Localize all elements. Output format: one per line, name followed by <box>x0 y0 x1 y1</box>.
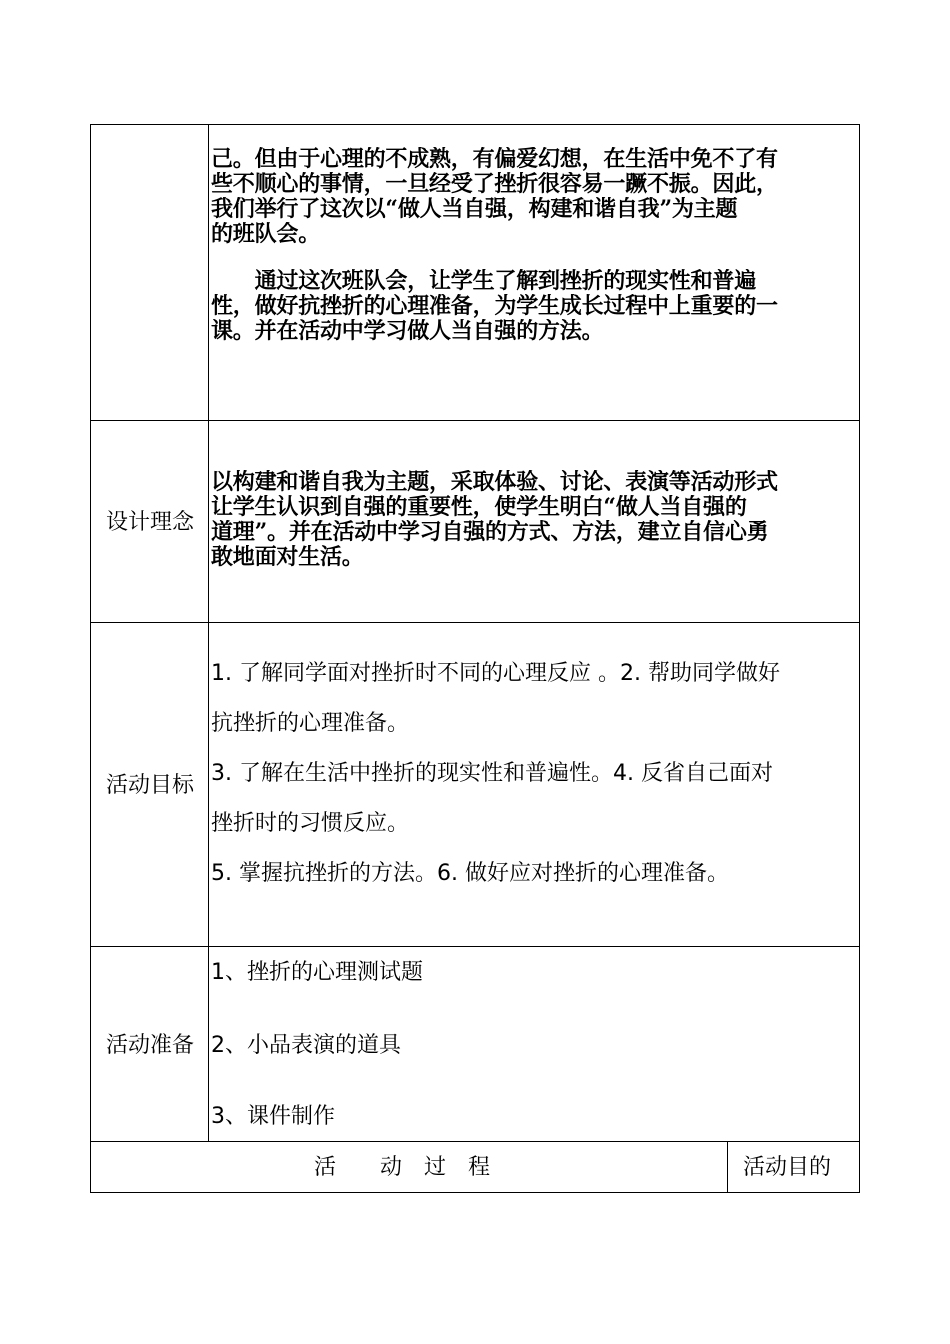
design-concept-text <box>211 470 861 570</box>
text-line: 通过这次班队会，让学生了解到挫折的现实性和普遍 <box>211 269 757 294</box>
text-line: 课。并在活动中学习做人当自强的方法。 <box>211 319 604 344</box>
text-line: 让学生认识到自强的重要性，使学生明白“做人当自强的 <box>211 495 747 520</box>
row-divider <box>90 622 860 623</box>
text-line: 些不顺心的事情，一旦经受了挫折很容易一蹶不振。因此， <box>211 172 778 197</box>
footer-column-divider <box>727 1141 728 1193</box>
text-line: 的班队会。 <box>211 222 321 247</box>
design-concept-label: 设计理念 <box>105 510 194 535</box>
text-line: 道理”。并在活动中学习自强的方式、方法，建立自信心勇 <box>211 520 769 545</box>
background-paragraph <box>211 147 861 344</box>
goal-line: 挫折时的习惯反应。 <box>211 811 410 836</box>
row-divider <box>90 1141 860 1142</box>
activity-process-header: 活 动 过 程 <box>314 1155 491 1180</box>
goal-line: 1. 了解同学面对挫折时不同的心理反应 。2. 帮助同学做好 <box>211 661 780 686</box>
row-divider <box>90 420 860 421</box>
goal-line: 3. 了解在生活中挫折的现实性和普遍性。4. 反省自己面对 <box>211 761 773 786</box>
preparation-item: 2、小品表演的道具 <box>211 1033 401 1058</box>
text-line: 己。但由于心理的不成熟，有偏爱幻想，在生活中免不了有 <box>211 147 778 172</box>
activity-goals-label: 活动目标 <box>105 773 194 798</box>
table-border-bottom <box>90 1192 860 1193</box>
table-border-top <box>90 124 860 125</box>
label-column-divider <box>208 124 209 1142</box>
goal-line: 抗挫折的心理准备。 <box>211 711 410 736</box>
row-divider <box>90 946 860 947</box>
activity-purpose-header: 活动目的 <box>743 1155 832 1180</box>
paragraph-gap <box>211 247 861 269</box>
preparation-item: 1、挫折的心理测试题 <box>211 960 423 985</box>
text-line: 我们举行了这次以“做人当自强，构建和谐自我”为主题 <box>211 197 738 222</box>
preparation-item: 3、课件制作 <box>211 1104 335 1129</box>
text-line: 敢地面对生活。 <box>211 545 364 570</box>
text-line: 以构建和谐自我为主题，采取体验、讨论、表演等活动形式 <box>211 470 778 495</box>
goal-line: 5. 掌握抗挫折的方法。6. 做好应对挫折的心理准备。 <box>211 861 729 886</box>
activity-preparation-label: 活动准备 <box>105 1033 194 1058</box>
text-line: 性，做好抗挫折的心理准备，为学生成长过程中上重要的一 <box>211 294 778 319</box>
